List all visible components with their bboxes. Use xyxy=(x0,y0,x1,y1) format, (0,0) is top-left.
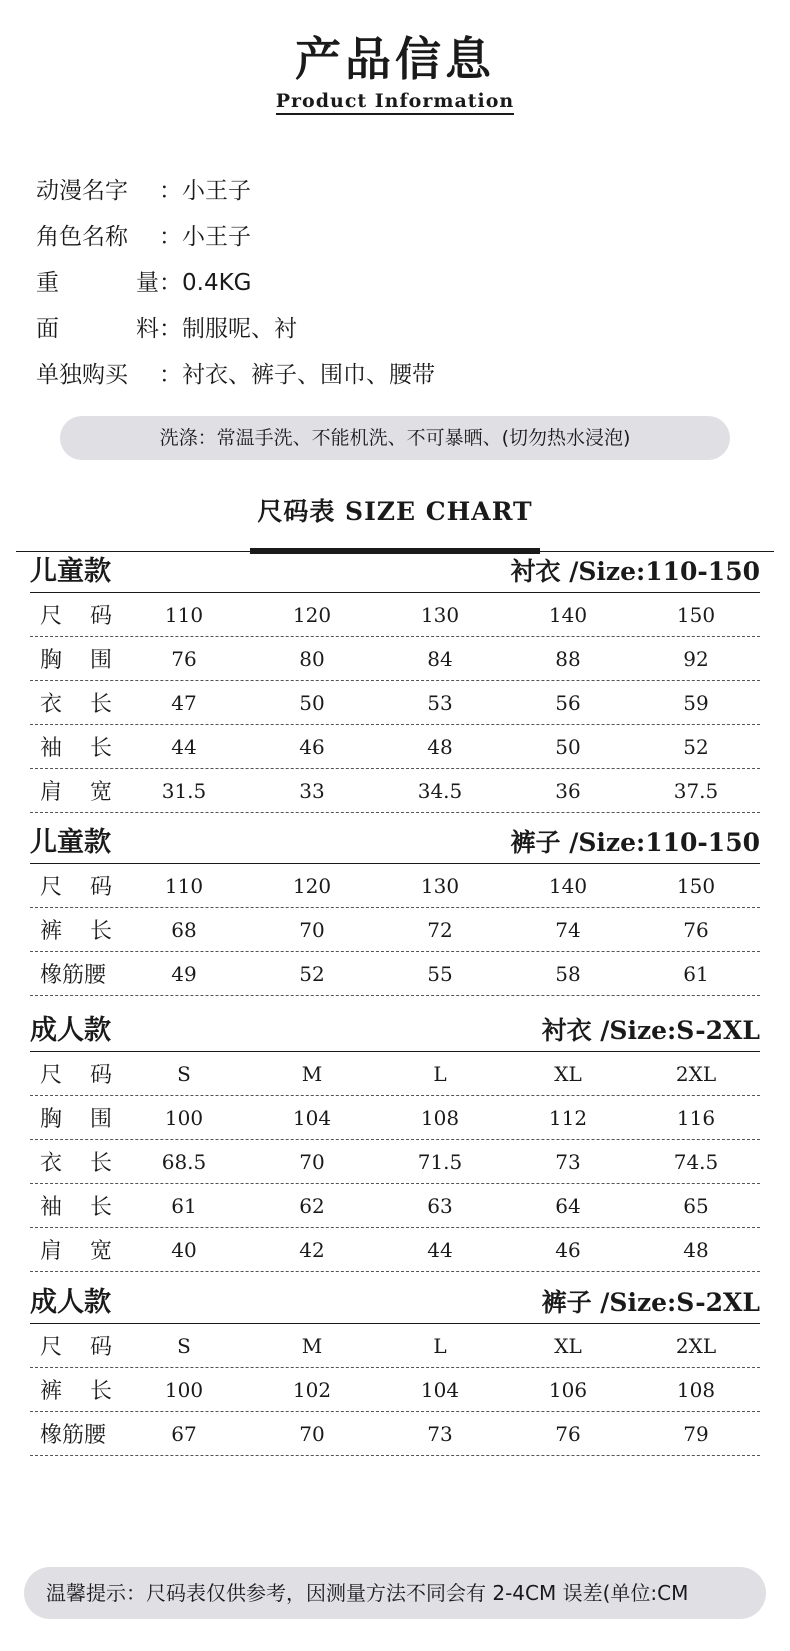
table-cell: 84 xyxy=(427,646,453,671)
table-cell: 70 xyxy=(299,917,325,942)
table-cell: 50 xyxy=(299,690,325,715)
row-label xyxy=(30,731,120,762)
size-table-title: 成人款 xyxy=(30,1015,111,1046)
table-row xyxy=(30,1140,760,1184)
info-label-part: 量 xyxy=(136,270,159,296)
product-info-list xyxy=(36,168,435,398)
table-row xyxy=(30,1228,760,1272)
row-label-part: 尺 xyxy=(40,604,63,629)
table-cell: 88 xyxy=(555,646,581,671)
table-cell: L xyxy=(433,1061,447,1086)
size-table-header xyxy=(30,1283,760,1324)
info-label: 动漫名字 xyxy=(36,178,128,204)
table-cell: 140 xyxy=(548,602,588,627)
table-cell: M xyxy=(301,1333,323,1358)
row-label xyxy=(30,775,120,806)
table-cell: 53 xyxy=(427,690,453,715)
table-cell: 104 xyxy=(420,1377,460,1402)
table-row xyxy=(30,1324,760,1368)
table-cell: 74.5 xyxy=(673,1149,719,1174)
table-cell: 73 xyxy=(427,1421,453,1446)
row-label xyxy=(30,1418,120,1449)
table-row xyxy=(30,908,760,952)
row-label-part: 围 xyxy=(89,648,112,673)
table-cell: 42 xyxy=(299,1237,325,1262)
table-cell: 70 xyxy=(299,1421,325,1446)
table-cell: S xyxy=(177,1333,191,1358)
table-cell: 55 xyxy=(427,961,453,986)
row-label xyxy=(30,1146,120,1177)
table-row xyxy=(30,1412,760,1456)
table-cell: 33 xyxy=(299,778,325,803)
info-label: 单独购买 xyxy=(36,362,128,388)
row-label-part: 裤 xyxy=(40,919,63,944)
table-cell: XL xyxy=(554,1061,582,1086)
row-label xyxy=(30,1058,120,1089)
table-cell: 48 xyxy=(427,734,453,759)
table-row xyxy=(30,864,760,908)
table-cell: 130 xyxy=(420,873,460,898)
size-table-header xyxy=(30,552,760,593)
table-row xyxy=(30,1052,760,1096)
table-cell: 48 xyxy=(683,1237,709,1262)
table-cell: 68 xyxy=(171,917,197,942)
table-cell: 46 xyxy=(555,1237,581,1262)
row-label-part: 长 xyxy=(89,692,112,717)
table-cell: 52 xyxy=(299,961,325,986)
row-label xyxy=(30,1234,120,1265)
table-cell: 63 xyxy=(427,1193,453,1218)
size-table xyxy=(30,552,760,813)
table-cell: 61 xyxy=(683,961,709,986)
table-row xyxy=(30,1368,760,1412)
row-label xyxy=(30,870,120,901)
table-cell: S xyxy=(177,1061,191,1086)
table-row xyxy=(30,681,760,725)
table-cell: 108 xyxy=(420,1105,460,1130)
page-header xyxy=(0,0,790,115)
info-label-part: 面 xyxy=(36,316,59,342)
table-cell: 47 xyxy=(171,690,197,715)
table-cell: 116 xyxy=(676,1105,716,1130)
size-range-label: 衬衣 /Size:110-150 xyxy=(510,557,760,586)
table-cell: 130 xyxy=(420,602,460,627)
row-label xyxy=(30,958,120,989)
row-label-part: 衣 xyxy=(40,692,63,717)
table-cell: 52 xyxy=(683,734,709,759)
table-row xyxy=(30,637,760,681)
info-row-anime-name xyxy=(36,168,435,214)
table-cell: 49 xyxy=(171,961,197,986)
table-cell: 31.5 xyxy=(161,778,207,803)
info-value: ：0.4KG xyxy=(159,270,252,296)
row-label-part: 肩 xyxy=(40,780,63,805)
table-cell: 120 xyxy=(292,602,332,627)
page-title: 产品信息 xyxy=(295,32,495,86)
row-label xyxy=(30,1330,120,1361)
table-cell: 74 xyxy=(555,917,581,942)
table-cell: 71.5 xyxy=(417,1149,463,1174)
row-label-part: 长 xyxy=(89,919,112,944)
row-label-part: 码 xyxy=(89,1063,112,1088)
table-cell: 120 xyxy=(292,873,332,898)
row-label-part: 袖 xyxy=(40,736,63,761)
table-cell: 76 xyxy=(171,646,197,671)
table-cell: 40 xyxy=(171,1237,197,1262)
info-row-fabric xyxy=(36,306,435,352)
row-label xyxy=(30,599,120,630)
row-label-part: 码 xyxy=(89,1335,112,1360)
table-cell: 140 xyxy=(548,873,588,898)
info-value: ：小王子 xyxy=(159,224,251,250)
info-value: ：制服呢、衬 xyxy=(159,316,297,342)
row-label xyxy=(30,914,120,945)
row-label xyxy=(30,687,120,718)
table-cell: 68.5 xyxy=(161,1149,207,1174)
row-label-part: 长 xyxy=(89,1151,112,1176)
table-cell: 44 xyxy=(171,734,197,759)
table-cell: 104 xyxy=(292,1105,332,1130)
info-label xyxy=(36,306,159,352)
info-label-part: 料 xyxy=(136,316,159,342)
table-cell: 106 xyxy=(548,1377,588,1402)
table-cell: 64 xyxy=(555,1193,581,1218)
table-cell: 59 xyxy=(683,690,709,715)
row-label-part: 码 xyxy=(89,875,112,900)
table-cell: 76 xyxy=(683,917,709,942)
info-row-weight xyxy=(36,260,435,306)
row-label-part: 围 xyxy=(89,1107,112,1132)
wash-instructions: 洗涤：常温手洗、不能机洗、不可暴晒、(切勿热水浸泡) xyxy=(60,416,730,460)
size-table xyxy=(30,823,760,996)
row-label-part: 尺 xyxy=(40,875,63,900)
size-table-title: 成人款 xyxy=(30,1287,111,1318)
table-cell: 79 xyxy=(683,1421,709,1446)
size-range-label: 裤子 /Size:S-2XL xyxy=(541,1288,760,1317)
info-value: ：小王子 xyxy=(159,178,251,204)
table-row xyxy=(30,952,760,996)
row-label-part: 尺 xyxy=(40,1063,63,1088)
table-cell: L xyxy=(433,1333,447,1358)
row-label xyxy=(30,1190,120,1221)
size-table-title: 儿童款 xyxy=(30,827,111,858)
table-cell: 50 xyxy=(555,734,581,759)
row-label xyxy=(30,643,120,674)
table-cell: 110 xyxy=(164,602,204,627)
table-cell: 2XL xyxy=(675,1333,717,1358)
table-cell: 62 xyxy=(299,1193,325,1218)
row-label-part: 长 xyxy=(89,1379,112,1404)
row-label-part: 肩 xyxy=(40,1239,63,1264)
row-label-part: 橡筋腰 xyxy=(40,963,107,988)
row-label-part: 胸 xyxy=(40,648,63,673)
row-label xyxy=(30,1374,120,1405)
table-cell: 150 xyxy=(676,602,716,627)
table-row xyxy=(30,1184,760,1228)
table-row xyxy=(30,1096,760,1140)
row-label-part: 橡筋腰 xyxy=(40,1423,107,1448)
size-table xyxy=(30,1011,760,1272)
info-label: 角色名称 xyxy=(36,224,128,250)
size-table xyxy=(30,1283,760,1456)
table-cell: XL xyxy=(554,1333,582,1358)
row-label-part: 尺 xyxy=(40,1335,63,1360)
size-chart-heading: 尺码表 SIZE CHART xyxy=(257,497,533,526)
size-range-label: 裤子 /Size:110-150 xyxy=(510,828,760,857)
table-cell: 76 xyxy=(555,1421,581,1446)
size-table-header xyxy=(30,1011,760,1052)
table-cell: 65 xyxy=(683,1193,709,1218)
info-label-part: 重 xyxy=(36,270,59,296)
row-label-part: 码 xyxy=(89,604,112,629)
table-cell: 102 xyxy=(292,1377,332,1402)
table-cell: 67 xyxy=(171,1421,197,1446)
page-subtitle: Product Information xyxy=(276,90,514,115)
size-table-header xyxy=(30,823,760,864)
size-range-label: 衬衣 /Size:S-2XL xyxy=(541,1016,760,1045)
table-cell: 110 xyxy=(164,873,204,898)
table-row xyxy=(30,593,760,637)
row-label-part: 长 xyxy=(89,1195,112,1220)
table-cell: 44 xyxy=(427,1237,453,1262)
size-tip-banner: 温馨提示：尺码表仅供参考，因测量方法不同会有 2-4CM 误差(单位:CM xyxy=(24,1567,766,1619)
table-cell: 80 xyxy=(299,646,325,671)
table-cell: 46 xyxy=(299,734,325,759)
info-value: ：衬衣、裤子、围巾、腰带 xyxy=(159,362,435,388)
table-cell: 36 xyxy=(555,778,581,803)
table-row xyxy=(30,725,760,769)
row-label-part: 胸 xyxy=(40,1107,63,1132)
row-label xyxy=(30,1102,120,1133)
row-label-part: 裤 xyxy=(40,1379,63,1404)
size-table-title: 儿童款 xyxy=(30,556,111,587)
table-cell: 58 xyxy=(555,961,581,986)
table-cell: 100 xyxy=(164,1105,204,1130)
info-label xyxy=(36,260,159,306)
info-row-character-name xyxy=(36,214,435,260)
row-label-part: 宽 xyxy=(89,1239,112,1264)
table-cell: 2XL xyxy=(675,1061,717,1086)
table-cell: M xyxy=(301,1061,323,1086)
table-cell: 37.5 xyxy=(673,778,719,803)
row-label-part: 长 xyxy=(89,736,112,761)
table-cell: 108 xyxy=(676,1377,716,1402)
table-cell: 70 xyxy=(299,1149,325,1174)
row-label-part: 宽 xyxy=(89,780,112,805)
info-row-separate-purchase xyxy=(36,352,435,398)
table-cell: 72 xyxy=(427,917,453,942)
table-cell: 56 xyxy=(555,690,581,715)
table-cell: 100 xyxy=(164,1377,204,1402)
row-label-part: 衣 xyxy=(40,1151,63,1176)
table-cell: 61 xyxy=(171,1193,197,1218)
table-cell: 92 xyxy=(683,646,709,671)
table-cell: 34.5 xyxy=(417,778,463,803)
table-cell: 112 xyxy=(548,1105,588,1130)
table-cell: 150 xyxy=(676,873,716,898)
table-row xyxy=(30,769,760,813)
table-cell: 73 xyxy=(555,1149,581,1174)
row-label-part: 袖 xyxy=(40,1195,63,1220)
